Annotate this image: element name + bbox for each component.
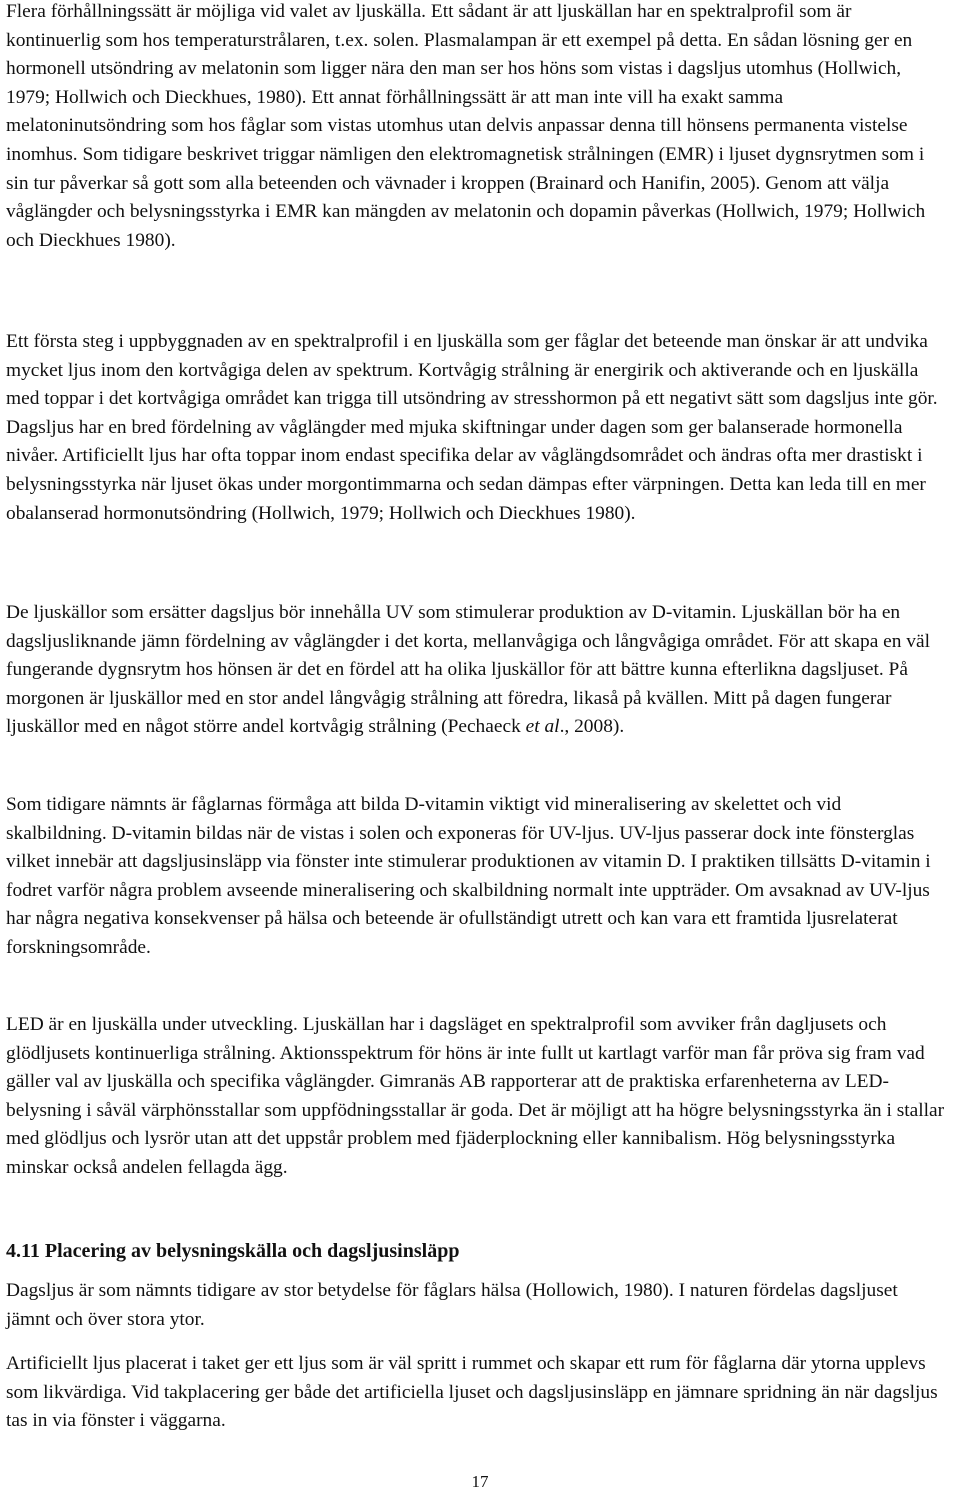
paragraph-spectral-profile: Ett första steg i uppbyggnaden av en spektralprofil i en ljuskälla som ger fåglar det beteende man önskar är att undvika mycket ljus inom den kortvågiga delen av spektrum. Kortvågig strålning är energirik och aktiverande och en ljuskälla med toppar i det kortvågiga området kan trigga till utsöndring av stresshormon på ett negativt sätt som dagsljus inte gör. Dagsljus har en bred fördelning av våglängder med mjuka skiftningar under dagen som ger balanserade hormonella nivåer. Artificiellt ljus har ofta toppar inom endast specifika delar av våglängdsområdet och ändras ofta mer drastiskt i belysningsstyrka när ljuset ökas under morgontimmarna och sedan dämpas efter värpningen. Detta kan leda till en mer obalanserad hormonutsöndring (Hollwich, 1979; Hollwich och Dieckhues 1980). <box>6 331 938 524</box>
paragraph-light-source-approaches: Flera förhållningssätt är möjliga vid valet av ljuskälla. Ett sådant är att ljuskällan har en spektralprofil som är kontinuerlig som hos temperaturstrålaren, t.ex. solen. Plasmalampan är ett exempel på detta. En sådan lösning ger en hormonell utsöndring av melatonin som ligger nära den man ser hos höns som vistas i dagsljus utomhus (Hollwich, 1979; Hollwich och Dieckhues, 1980). Ett annat förhållningssätt är att man inte vill ha exakt samma melatoninutsöndring som hos fåglar som vistas utomhus utan delvis anpassar denna till hönsens permanenta vistelse inomhus. Som tidigare beskrivet triggar nämligen den elektromagnetisk strålningen (EMR) i ljuset dygnsrytmen som i sin tur påverkar så gott som alla beteenden och vävnader i kroppen (Brainard och Hanifin, 2005). Genom att välja våglängder och belysningsstyrka i EMR kan mängden av melatonin och dopamin påverkas (Hollwich, 1979; Hollwich och Dieckhues 1980). <box>6 1 926 251</box>
paragraph-uv-light-sources <box>6 599 946 742</box>
paragraph-ceiling-light: Artificiellt ljus placerat i taket ger ett ljus som är väl spritt i rummet och skapar ett rum för fåglarna där ytorna upplevs som likvärdiga. Vid takplacering ger både det artificiella ljuset och dagsljusinsläpp en jämnare spridning än när dagsljus tas in via fönster i väggarna. <box>6 1353 938 1432</box>
paragraph-text: De ljuskällor som ersätter dagsljus bör innehålla UV som stimulerar produktion av D-vitamin. Ljuskällan bör ha en dagsljusliknande jämn fördelning av våglängder i det korta, mellanvågiga och långvågiga området. För att skapa en väl fungerande dygnsrytm hos hönsen är det en fördel att ha olika ljuskällor för att bättre kunna efterlikna dagsljuset. På morgonen är ljuskällor med en stor andel långvågig strålning att föredra, likaså på kvällen. Mitt på dagen fungerar ljuskällor med en något större andel kortvågig strålning (Pechaeck <box>6 602 930 738</box>
citation-italic: et al <box>525 716 560 738</box>
paragraph-led: LED är en ljuskälla under utveckling. Ljuskällan har i dagsläget en spektralprofil som avviker från dagljusets och glödljusets kontinuerliga strålning. Aktionsspektrum för höns är inte fullt ut kartlagt varför man får pröva sig fram vad gäller val av ljuskälla och specifika våglängder. Gimranäs AB rapporterar att de praktiska erfarenheterna av LED-belysning i såväl värphönsstallar som uppfödningsstallar är goda. Det är möjligt att ha högre belysningsstyrka än i stallar med glödljus och lysrör utan att det uppstår problem med fjäderplockning eller kannibalism. Hög belysningsstyrka minskar också andelen fellagda ägg. <box>6 1014 945 1178</box>
section-heading: 4.11 Placering av belysningskälla och dagsljusinsläpp <box>6 1240 460 1262</box>
paragraph-text: ., 2008). <box>559 716 625 738</box>
paragraph-daylight: Dagsljus är som nämnts tidigare av stor betydelse för fåglars hälsa (Hollowich, 1980). I naturen fördelas dagsljuset jämnt och över stora ytor. <box>6 1280 898 1330</box>
page-number: 17 <box>471 1472 489 1491</box>
paragraph-vitamin-d: Som tidigare nämnts är fåglarnas förmåga att bilda D-vitamin viktigt vid mineralisering av skelettet och vid skalbildning. D-vitamin bildas när de vistas i solen och exponeras för UV-ljus. UV-ljus passerar dock inte fönsterglas vilket innebär att dagsljusinsläpp via fönster inte stimulerar produktionen av vitamin D. I praktiken tillsätts D-vitamin i fodret varför några problem avseende mineralisering och skalbildning normalt inte uppträder. Om avsaknad av UV-ljus har några negativa konsekvenser på hälsa och beteende är ofullständigt utrett och kan vara ett framtida ljusrelaterat forskningsområde. <box>6 794 931 958</box>
